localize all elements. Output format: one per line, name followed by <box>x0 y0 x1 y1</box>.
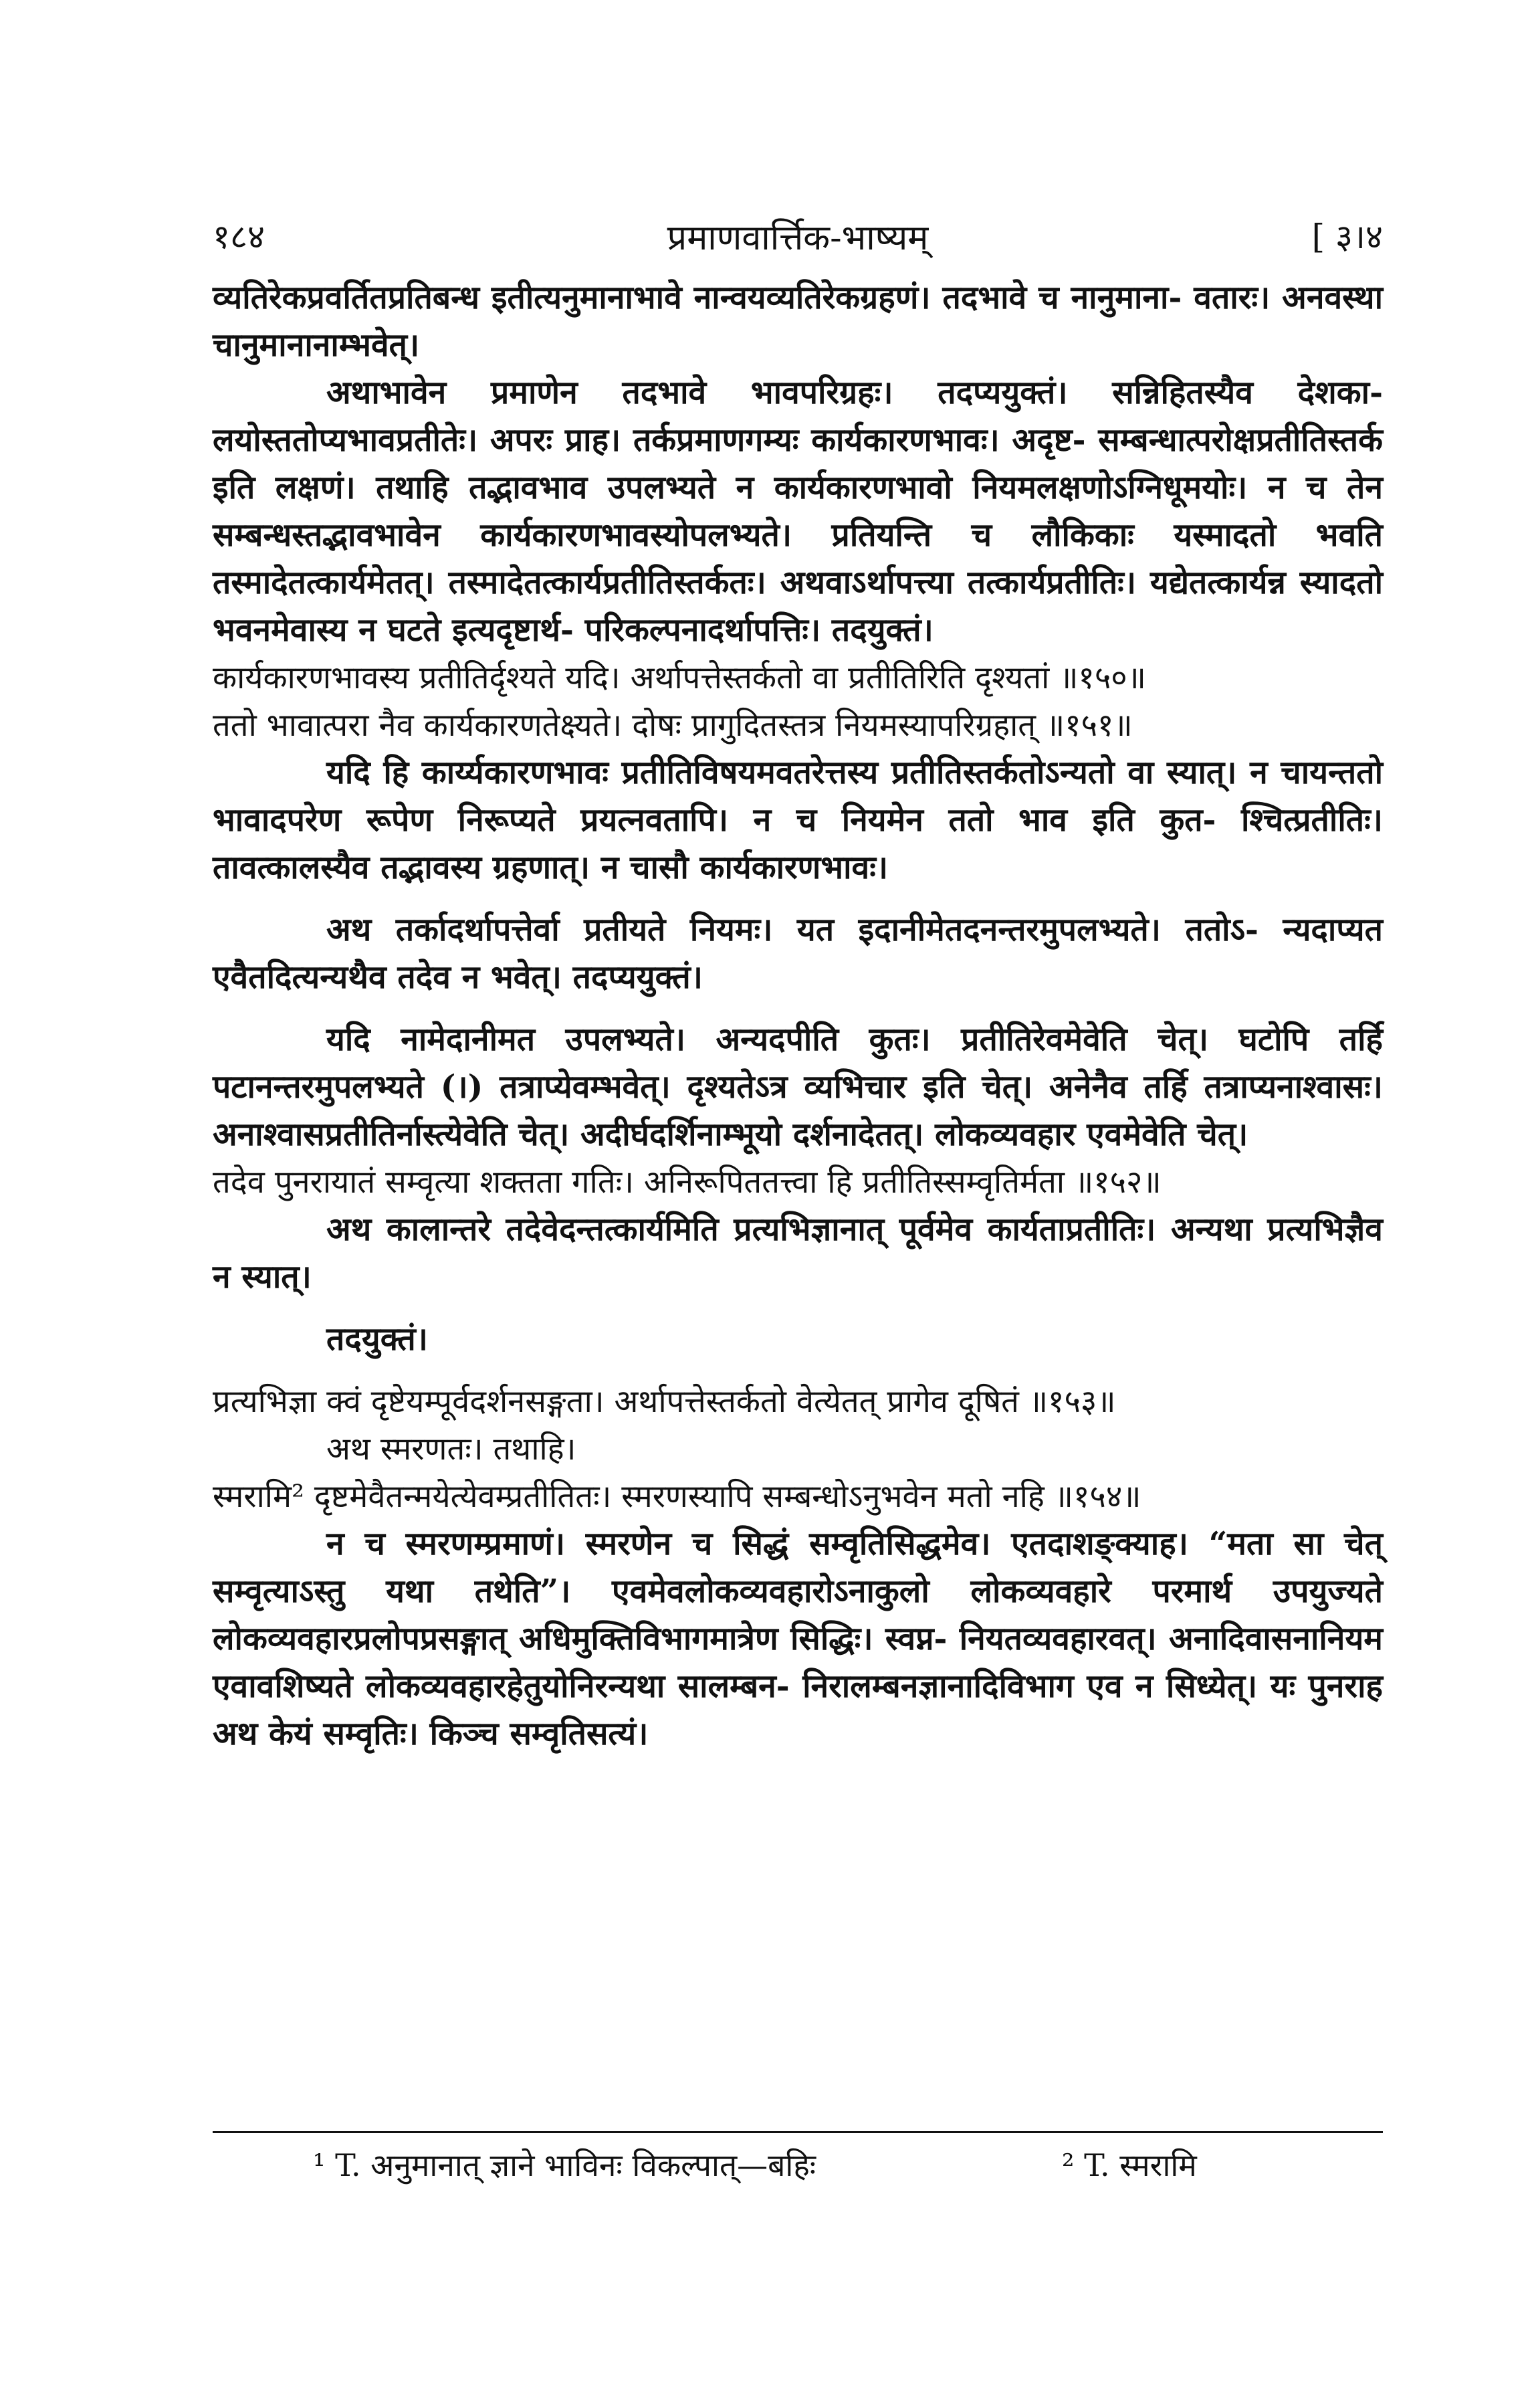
running-title: प्रमाणवार्त्तिक-भाष्यम् <box>667 218 929 258</box>
paragraph: अथ कालान्तरे तदेवेदन्तत्कार्यमिति प्रत्यभिज्ञानात् पूर्वमेव कार्यताप्रतीतिः। अन्यथा प्रत्यभिज्ञैव न स्यात्। <box>213 1211 1383 1296</box>
verse: तदेव पुनरायातं सम्वृत्या शक्तता गतिः। अनिरूपिततत्त्वा हि प्रतीतिस्सम्वृतिर्मता ॥१५२॥ <box>213 1164 1162 1201</box>
page-body <box>213 274 1383 1758</box>
footnote-divider <box>213 2131 1383 2133</box>
verse: प्रत्यभिज्ञा क्वं दृष्टेयम्पूर्वदर्शनसङ्गता। अर्थापत्तेस्तर्कतो वेत्येतत् प्रागेव दूषितं ॥१५३॥ <box>213 1383 1116 1420</box>
section-ref: [ ३।४ <box>1311 217 1383 256</box>
footnote: ¹ T. अनुमानात् ज्ञाने भाविनः विकल्पात्—बहिः <box>313 2147 816 2183</box>
footnote: ² T. स्मरामि <box>1062 2147 1197 2183</box>
footnotes <box>213 2144 1383 2197</box>
verse-intro: अथ स्मरणतः। तथाहि। <box>326 1431 576 1468</box>
paragraph: व्यतिरेकप्रवर्तितप्रतिबन्ध इतीत्यनुमानाभावे नान्वयव्यतिरेकग्रहणं। तदभावे च नानुमाना- वतारः। अनवस्था चानुमानानाम्भवेत्। <box>213 279 1383 364</box>
page-header <box>213 213 1383 273</box>
verse: कार्यकारणभावस्य प्रतीतिर्दृश्यते यदि। अर्थापत्तेस्तर्कतो वा प्रतीतिरिति दृश्यतां ॥१५०॥ <box>213 660 1146 696</box>
paragraph: यदि नामेदानीमत उपलभ्यते। अन्यदपीति कुतः। प्रतीतिरेवमेवेति चेत्। घटोपि तर्हि पटानन्तरमुपलभ्यते (।) तत्राप्येवम्भवेत्। दृश्यतेऽत्र व्यभिचार इति चेत्। अनेनैव तर्हि तत्राप्यनाश्वासः। अनाश्वासप्रतीतिर्नास्त्येवेति चेत्। अदीर्घदर्शिनाम्भूयो दर्शनादेतत्। लोकव्यवहार एवमेवेति चेत्। <box>213 1021 1383 1153</box>
paragraph: अथ तर्कादर्थापत्तेर्वा प्रतीयते नियमः। यत इदानीमेतदनन्तरमुपलभ्यते। ततोऽ- न्यदाप्यत एवैतदित्यन्यथैव तदेव न भवेत्। तदप्ययुक्तं। <box>213 911 1383 996</box>
verse: स्मरामि² दृष्टमेवैतन्मयेत्येवम्प्रतीतितः। स्मरणस्यापि सम्बन्धोऽनुभवेन मतो नहि ॥१५४॥ <box>213 1478 1141 1515</box>
paragraph: न च स्मरणम्प्रमाणं। स्मरणेन च सिद्धं सम्वृतिसिद्धमेव। एतदाशङ्क्याह। “मता सा चेत् सम्वृत्याऽस्तु यथा तथेति”। एवमेवलोकव्यवहारोऽनाकुलो लोकव्यवहारे परमार्थ उपयुज्यते लोकव्यवहारप्रलोपप्रसङ्गात् अधिमुक्तिविभागमात्रेण सिद्धिः। स्वप्न- नियतव्यवहारवत्। अनादिवासनानियम एवावशिष्यते लोकव्यवहारहेतुयोनिरन्यथा सालम्बन- निरालम्बनज्ञानादिविभाग एव न सिध्येत्। यः पुनराह अथ केयं सम्वृतिः। किञ्च सम्वृतिसत्यं। <box>213 1525 1383 1752</box>
verse: ततो भावात्परा नैव कार्यकारणतेक्ष्यते। दोषः प्रागुदितस्तत्र नियमस्यापरिग्रहात् ॥१५१॥ <box>213 707 1133 744</box>
paragraph: तदयुक्तं। <box>326 1320 428 1358</box>
paragraph: अथाभावेन प्रमाणेन तदभावे भावपरिग्रहः। तदप्ययुक्तं। सन्निहितस्यैव देशका- लयोस्ततोप्यभावप्रतीतेः। अपरः प्राह। तर्कप्रमाणगम्यः कार्यकारणभावः। अदृष्ट- सम्बन्धात्परोक्षप्रतीतिस्तर्क इति लक्षणं। तथाहि तद्भावभाव उपलभ्यते न कार्यकारणभावो नियमलक्षणोऽग्निधूमयोः। न च तेन सम्बन्धस्तद्भावभावेन कार्यकारणभावस्योपलभ्यते। प्रतियन्ति च लौकिकाः यस्मादतो भवति तस्मादेतत्कार्यमेतत्। तस्मादेतत्कार्यप्रतीतिस्तर्कतः। अथवाऽर्थापत्त्या तत्कार्यप्रतीतिः। यद्येतत्कार्यन्न स्यादतो भवनमेवास्य न घटते इत्यदृष्टार्थ- परिकल्पनादर्थापत्तिः। तदयुक्तं। <box>213 374 1383 649</box>
page-number: १८४ <box>213 217 265 256</box>
paragraph: यदि हि कार्य्यकारणभावः प्रतीतिविषयमवतरेत्तस्य प्रतीतिस्तर्कतोऽन्यतो वा स्यात्। न चायन्ततो भावादपरेण रूपेण निरूप्यते प्रयत्नवतापि। न च नियमेन ततो भाव इति कुत- श्चित्प्रतीतिः। तावत्कालस्यैव तद्भावस्य ग्रहणात्। न चासौ कार्यकारणभावः। <box>213 754 1383 886</box>
